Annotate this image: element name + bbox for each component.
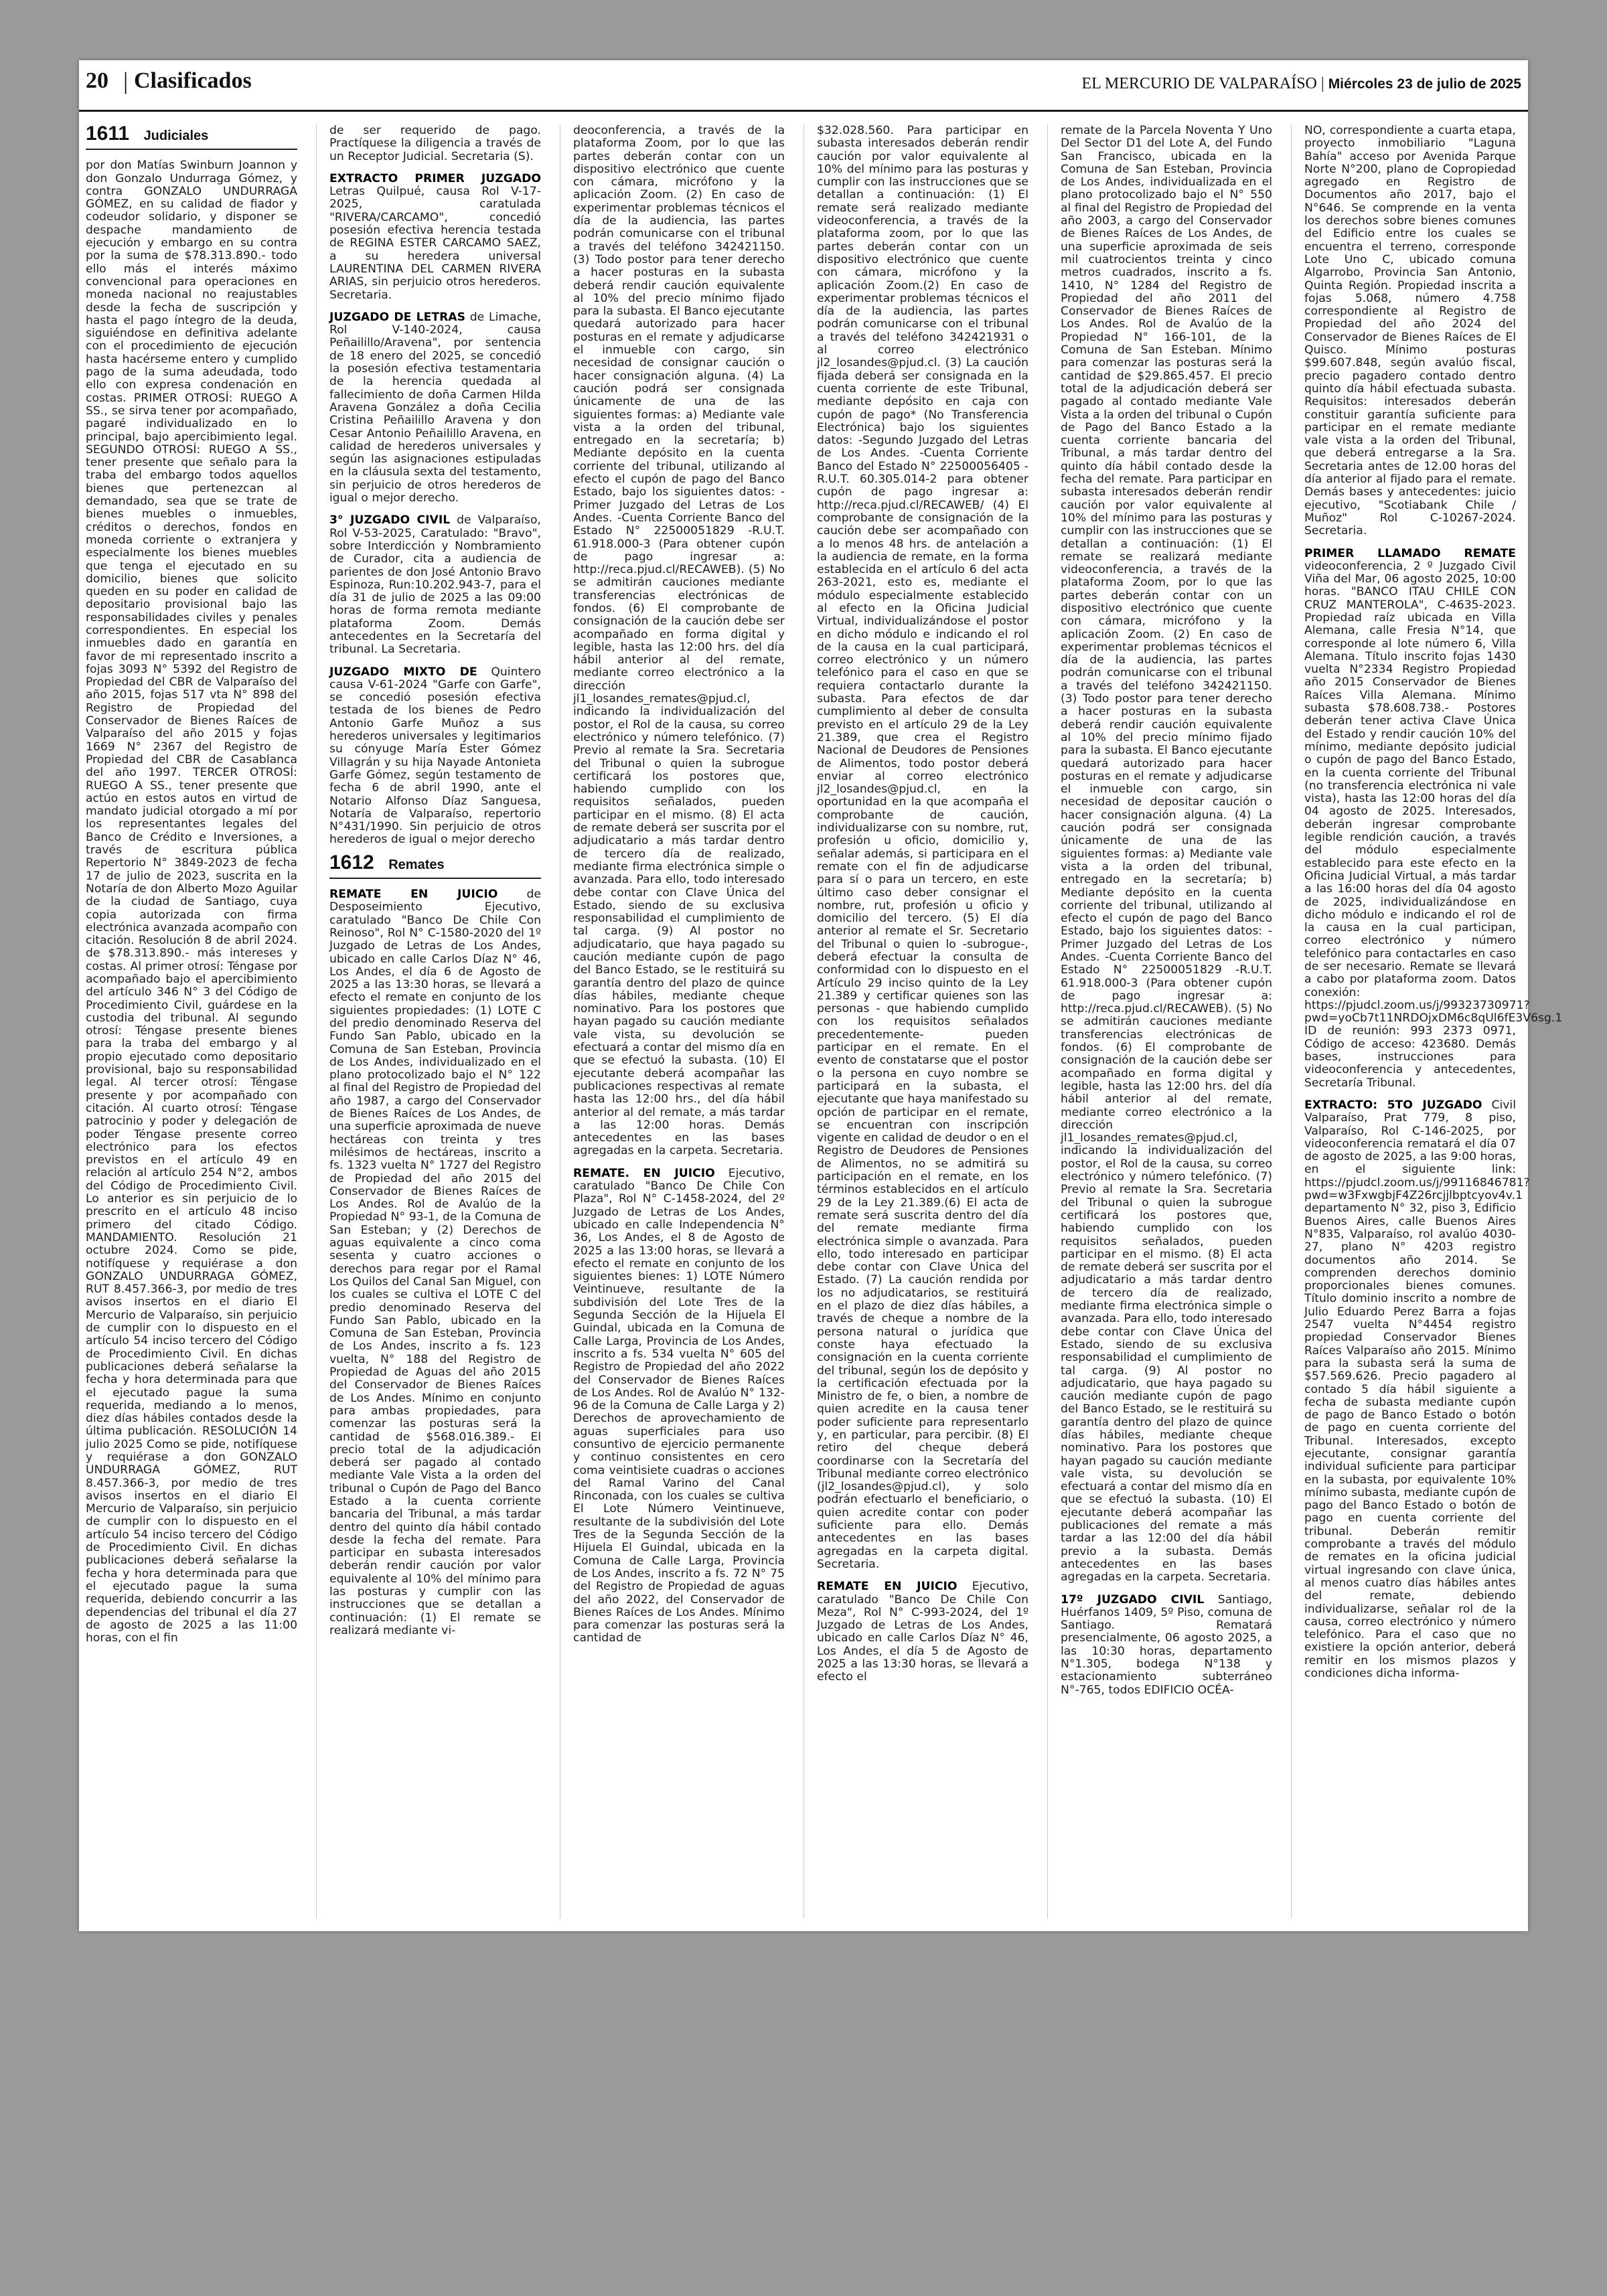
- notice: [1061, 1594, 1272, 1697]
- column-6: [1304, 124, 1563, 1918]
- notice-body: de Limache, Rol V-140-2024, causa Peñailillo/Aravena", por sentencia de 18 enero del 2025, se concedió la posesión efectiva testamentaria de la herencia quedada al fallecimiento de doña Carmen Hilda Aravena González a doña Cecilia Cristina Peñailillo Aravena y don Cesar Antonio Peñailillo Aravena, en calidad de herederos universales y según las asignaciones estipuladas en la cláusula sexta del testamento, sin perjuicio de otros herederos de igual o mejor derecho.: [329, 310, 541, 505]
- publication-date: Miércoles 23 de julio de 2025: [1328, 76, 1521, 92]
- notice-text: $32.028.560. Para participar en subasta interesados deberán rendir caución por valor equivalente al 10% del mínimo para las posturas y cumplir con las instrucciones que se detallan a continuación: (1) El remate será realizado mediante videoconferencia, a través de la plataforma zoom, por lo que las partes deberán contar con un dispositivo electrónico que cuente con cámara, micrófono y la aplicación Zoom.(2) En caso de experimentar problemas técnicos el día de la audiencia, las partes podrán comunicarse con el tribunal a través del teléfono 342421931 o al correo electrónico jl2_losandes@pjud.cl. (3) La caución fijada deberá ser consignada en la cuenta corriente de este Tribunal, mediante depósito en caja con cupón de pago* (No Transferencia Electrónica) bajo los siguientes datos: -Segundo Juzgado del Letras de Los Andes. -Cuenta Corriente Banco del Estado N° 22500056405 -R.U.T. 60.305.014-2 para obtener cupón de pago ingresar a: http://reca.pjud.cl/RECAWEB/ (4) El comprobante de consignación de la caución debe ser acompañado con a lo menos 48 hrs. de antelación a la audiencia de remate, en la forma establecida en el artículo 6 del acta 263-2021, esto es, mediante el módulo especialmente establecido al efecto en la Oficina Judicial Virtual, individualizándose el postor en dicho módulo e indicando el rol de la causa en la cual participará, correo electrónico y un número telefónico para el caso en que se requiera contactarlo durante la subasta. Para efectos de dar cumplimiento al deber de consulta previsto en el artículo 29 de la Ley 21.389, que crea el Registro Nacional de Deudores de Pensiones de Alimentos, todo postor deberá enviar al correo electrónico jl2_losandes@pjud.cl, en la oportunidad en la que acompaña el comprobante de caución, individualizarse con su nombre, rut, profesión u oficio, domicilio y, señalar además, si participara en el remate con el fin de adjudicarse para sí o para un tercero, en este último caso deber consignar el nombre, rut, profesión u oficio y domicilio del tercero. (5) El día anterior al remate el Sr. Secretario del Tribunal o quien lo -subrogue-, deberá efectuar la consulta de conformidad con lo dispuesto en el Artículo 29 inciso quinto de la Ley 21.389 y certificar quienes son las personas - que habiendo cumplido con los requisitos señalados precedentemente- pueden participar en el remate. En el evento de constatarse que el postor o la persona en cuyo nombre se participará en la subasta, el ejecutante que haya manifestado su opción de participar en el remate, se encuentran con inscripción vigente en calidad de deudor o en el Registro de Deudores de Pensiones de Alimentos, no se admitirá su participación en el remate, en los términos establecidos en el artículo 29 de la Ley 21.389.(6) El acta de remate será suscrita dentro del día del remate mediante firma electrónica simple o avanzada. Para ello, todo interesado en participar debe contar con Clave Única del Estado. (7) La caución rendida por los no adjudicatarios, se restituirá en el plazo de diez días hábiles, a través de cheque a nombre de la persona natural o jurídica que conste haya efectuado la consignación en la cuenta corriente del tribunal, según los de depósito y la certificación efectuada por la Ministro de fe, o bien, a nombre de quien acredite en la causa tener poder suficiente para representarlo y, en particular, para percibir. (8) El retiro del cheque deberá coordinarse con la Secretaría del Tribunal mediante correo electrónico (jl2_losandes@pjud.cl), y solo podrán efectuarlo el beneficiario, o quien acredite contar con poder suficiente para ello. Demás antecedentes en las bases agregadas en la carpeta digital. Secretaria.: [817, 124, 1028, 1571]
- notice: [1304, 1098, 1530, 1681]
- notice-lead: REMATE. EN JUICIO: [573, 1166, 715, 1180]
- notice-lead: REMATE EN JUICIO: [329, 888, 498, 902]
- notice-body: Ejecutivo, caratulado "Banco De Chile Con Meza", Rol N° C-993-2024, del 1º Juzgado de Letras de Los Andes, ubicado en calle Carlos Díaz N° 46, Los Andes, el día 5 de Agosto de 2025 a las 13:30 horas, se llevará a efecto el: [817, 1580, 1028, 1684]
- column-2: [329, 125, 541, 1918]
- notice-lead: 17º JUZGADO CIVIL: [1061, 1592, 1205, 1607]
- column-1: [86, 122, 297, 1918]
- notice: [1304, 546, 1563, 1090]
- notice-text: deoconferencia, a través de la plataforma Zoom, por lo que las partes deberán contar con un dispositivo electrónico que cuente con cámara, micrófono y la aplicación Zoom. (2) En caso de experimentar problemas técnicos el día de la audiencia, las partes podrán comunicarse con el tribunal a través del teléfono 342421150. (3) Todo postor para tener derecho a hacer posturas en la subasta deberá rendir caución equivalente al 10% del precio mínimo fijado para la subasta. El Banco ejecutante quedará autorizado para hacer posturas en el remate y adjudicarse el inmueble con cargo, sin necesidad de consignar caución o hacer consignación alguna. (4) La caución podrá ser consignada únicamente de una de las siguientes formas: a) Mediante vale vista a la orden del tribunal, entregado en la secretaría; b) Mediante depósito en la cuenta corriente del tribunal, utilizando al efecto el cupón de pago del Banco Estado, bajo los siguientes datos: -Primer Juzgado del Letras de Los Andes. -Cuenta Corriente Banco del Estado N° 22500051829 -R.U.T. 61.918.000-3 (Para obtener cupón de pago ingresar a: http://reca.pjud.cl/RECAWEB). (5) No se admitirán cauciones mediante transferencias electrónicas de fondos. (6) El comprobante de consignación de la caución debe ser acompañado en forma digital y legible, hasta las 12:00 hrs. del día hábil anterior al del remate, mediante correo electrónico a la dirección jl1_losandes_remates@pjud.cl, indicando la individualización del postor, el Rol de la causa, su correo electrónico y número telefónico. (7) Previo al remate la Sra. Secretaria del Tribunal o quien la subrogue certificará los postores que, habiendo cumplido con los requisitos señalados, pueden participar en el mismo. (8) El acta de remate deberá ser suscrita por el adjudicatario a más tardar dentro de tercero día de realizado, mediante firma electrónica simple o avanzada. Para ello, todo interesado debe contar con Clave Única del Estado, siendo de su exclusiva responsabilidad el cumplimiento de tal carga. (9) Al postor no adjudicatario, que haya pagado su caución mediante cupón de pago del Banco Estado, se le restituirá su garantía dentro del plazo de quince días hábiles, mediante cheque nominativo. Para los postores que hayan pagado su caución mediante vale vista, su devolución se efectuará a contar del mismo día en que se efectuó la subasta. (10) El ejecutante deberá acompañar las publicaciones respectivas al remate hasta las 12:00 hrs., del día hábil anterior al del remate, a más tardar a las 12:00 horas. Demás antecedentes en las bases agregadas en la carpeta. Secretaria.: [573, 124, 785, 1158]
- notice-lead: PRIMER LLAMADO REMATE: [1304, 546, 1516, 560]
- notice-body: de Desposeimiento Ejecutivo, caratulado "Banco De Chile Con Reinoso", Rol N° C-1580-2020 del 1º Juzgado de Letras de Los Andes, ubicado en calle Carlos Díaz N° 46, Los Andes, el día 6 de Agosto de 2025 a las 13:30 horas, se llevará a efecto el remate en conjunto de los siguientes propiedades: (1) LOTE C del predio denominado Reserva del Fundo San Pablo, ubicado en la Comuna de San Esteban, Provincia de Los Andes, individualizado en el plano protocolizado bajo el N° 122 al final del Registro de Propiedad del año 1987, a cargo del Conservador de Bienes Raíces de Los Andes, de una superficie aproximada de nueve hectáreas con treinta y tres milésimos de hectáreas, inscrito a fs. 1323 vuelta N° 1727 del Registro de Propiedad del año 2015 del Conservador de Bienes Raíces de Los Andes. Rol de Avalúo de la Propiedad N° 93-1, de la Comuna de San Esteban; y (2) Derechos de aguas equivalente a cinco coma sesenta y cuatro acciones o derechos para regar por el Ramal Los Quilos del Canal San Miguel, con los cuales se cultiva el LOTE C del predio denominado Reserva del Fundo San Pablo, ubicado en la Comuna de San Esteban, Provincia de Los Andes, inscrito a fs. 123 vuelta, N° 188 del Registro de Propiedad de Aguas del año 2015 del Conservador de Bienes Raíces de Los Andes. Mínimo en conjunto para ambas propiedades, para comenzar las posturas será la cantidad de $568.016.389.- El precio total de la adjudicación deberá ser pagado al contado mediante Vale Vista a la orden del tribunal o Cupón de Pago del Banco Estado a la cuenta corriente bancaria del Tribunal, a más tardar dentro del quinto día hábil contado desde la fecha del remate. Para participar en subasta interesados deberán rendir caución por valor equivalente al 10% del mínimo para las posturas y cumplir con las instrucciones que se detallan a continuación: (1) El remate se realizará mediante vi-: [329, 888, 541, 1637]
- notice-body: videoconferencia, 2 º Juzgado Civil Viña del Mar, 06 agosto 2025, 10:00 horas. "BANCO ITAU CHILE CON CRUZ MANTEROLA", C-4635-2023. Propiedad raíz ubicada en Villa Alemana, calle Fresia N°14, que corresponde al lote número 6, Villa Alemana. Título inscrito fojas 1430 vuelta N°2334 Registro Propiedad año 2015 Conservador de Bienes Raíces Villa Alemana. Mínimo subasta $78.608.738.- Postores deberán tener activa Clave Única del Estado y rendir caución 10% del mínimo, mediante depósito judicial o cupón de pago del Banco Estado, en la cuenta corriente del Tribunal (no transferencia electrónica ni vale vista), hasta las 12:00 horas del día 04 agosto de 2025. Interesados, deberán ingresar comprobante legible rendición caución, a través del módulo especialmente establecido para este efecto en la Oficina Judicial Virtual, a más tardar a las 16:00 horas del día 04 agosto de 2025, individualizándose en dicho módulo e indicando el rol de la causa en la cual participan, correo electrónico y número telefónico para contactarles en caso de ser necesario. Remate se llevará a cabo por plataforma zoom. Datos conexión: https://pjudcl.zoom.us/j/99323730971?pwd=yoCb7t11NRDOjxDM6c8qUl6fE3V6sg.1 ID de reunión: 993 2373 0971, Código de acceso: 423680. Demás bases, instrucciones para videoconferencia y antecedentes, Secretaría Tribunal.: [1304, 559, 1563, 1090]
- notice-text: remate de la Parcela Noventa Y Uno Del Sector D1 del Lote A, del Fundo San Francisco, ubicada en la Comuna de San Esteban, Provincia de Los Andes, individualizada en el plano protocolizado bajo el N° 550 al final del Registro de Propiedad del año 2003, a cargo del Conservador de Bienes Raíces de Los Andes, de una superficie aproximada de seis mil cuatrocientos treinta y cinco metros cuadrados, inscrito a fs. 1410, N° 1284 del Registro de Propiedad del año 2011 del Conservador de Bienes Raíces de Los Andes. Rol de Avalúo de la Propiedad N° 166-101, de la Comuna de San Esteban. Mínimo para comenzar las posturas será la cantidad de $29.865.457. El precio total de la adjudicación deberá ser pagado al contado mediante Vale Vista a la orden del tribunal o Cupón de Pago del Banco Estado a la cuenta corriente bancaria del Tribunal, a más tardar dentro del quinto día hábil contado desde la fecha del remate. Para participar en subasta interesados deberán rendir caución por valor equivalente al 10% del mínimo para las posturas y cumplir con las instrucciones que se detallan a continuación: (1) El remate se realizará mediante videoconferencia, a través de la plataforma Zoom, por lo que las partes deberán contar con un dispositivo electrónico que cuente con cámara, micrófono y la aplicación Zoom. (2) En caso de experimentar problemas técnicos el día de la audiencia, las partes podrán comunicarse con el tribunal a través del teléfono 342421150. (3) Todo postor para tener derecho a hacer posturas en la subasta deberá rendir caución equivalente al 10% del precio mínimo fijado para la subasta. El Banco ejecutante quedará autorizado para hacer posturas en el remate y adjudicarse el inmueble con cargo, sin necesidad de depositar caución o hacer consignación alguna. (4) La caución podrá ser consignada únicamente de una de las siguientes formas: a) Mediante vale vista a la orden del tribunal, entregado en la secretaría; b) Mediante depósito en la cuenta corriente del tribunal, utilizando al efecto el cupón de pago del Banco Estado, bajo los siguientes datos: -Primer Juzgado del Letras de Los Andes. -Cuenta Corriente Banco del Estado N° 22500051829 -R.U.T. 61.918.000-3 (Para obtener cupón de pago ingresar a: http://reca.pjud.cl/RECAWEB). (5) No se admitirán cauciones mediante transferencias electrónicas de fondos. (6) El comprobante de consignación de la caución debe ser acompañado en forma digital y legible, hasta las 12:00 hrs. del día hábil anterior al del remate, mediante correo electrónico a la dirección jl1_losandes_remates@pjud.cl, indicando la individualización del postor, el Rol de la causa, su correo electrónico y número telefónico. (7) Previo al remate la Sra. Secretaria del Tribunal o quien la subrogue certificará los postores que, habiendo cumplido con los requisitos señalados, pueden participar en el mismo. (8) El acta de remate deberá ser suscrita por el adjudicatario a más tardar dentro de tercero día de realizado, mediante firma electrónica simple o avanzada. Para ello, todo interesado debe contar con Clave Única del Estado, siendo de su exclusiva responsabilidad el cumplimiento de tal carga. (9) Al postor no adjudicatario, que haya pagado su caución mediante cupón de pago del Banco Estado, se le restituirá su garantía dentro del plazo de quince días hábiles, mediante cheque nominativo. Para los postores que hayan pagado su caución mediante vale vista, su devolución se efectuará a contar del mismo día en que se efectuó la subasta. (10) El ejecutante deberá acompañar las publicaciones del remate a más tardar a las 12:00 del día hábil previo a la subasta. Demás antecedentes en las bases agregadas en la carpeta. Secretaria.: [1061, 124, 1272, 1584]
- section-number: 1611: [86, 122, 130, 145]
- notice: [817, 1580, 1028, 1684]
- notice: [329, 173, 541, 302]
- notice-body: Letras Quilpué, causa Rol V-17-2025, caratulada "RIVERA/CARCAMO", concedió posesión efectiva herencia testada de REGINA ESTER CARCAMO SAEZ, a su heredera universal LAURENTINA DEL CARMEN RIVERA ARIAS, sin perjuicio otros herederos. Secretaria.: [329, 185, 541, 302]
- column-rule: [1291, 125, 1292, 1918]
- notice-body: Ejecutivo, caratulado "Banco De Chile Con Plaza", Rol N° C-1458-2024, del 2º Juzgado de Letras de Los Andes, ubicado en calle Independencia N° 36, Los Andes, el 8 de Agosto de 2025 a las 13:00 horas, se llevará a efecto el remate en conjunto de los siguientes bienes: 1) LOTE Número Veintinueve, resultante de la subdivisión del Lote Tres de la Segunda Sección de la Hijuela El Guindal, ubicada en la Comuna de Calle Larga, Provincia de Los Andes, inscrito a fs. 534 vuelta N° 605 del Registro de Propiedad del año 2022 del Conservador de Bienes Raíces de Los Andes. Rol de Avalúo N° 132-96 de la Comuna de Calle Larga y 2) Derechos de aprovechamiento de aguas superficiales para uso consuntivo de ejercicio permanente y continuo consistentes en cero coma veintisiete cuadras o acciones del Ramal Varino del Canal Rinconada, con los cuales se cultiva El Lote Número Veintinueve, resultante de la subdivisión del Lote Tres de la Segunda Sección de la Hijuela El Guindal, ubicada en la Comuna de Calle Larga, Provincia de Los Andes, inscrito a fs. 72 N° 75 del Registro de Propiedad de aguas del año 2022, del Conservador de Bienes Raíces de Los Andes. Mínimo para comenzar las posturas será la cantidad de: [573, 1166, 785, 1645]
- notice-body: Civil Valparaíso, Prat 779, 8 piso, Valparaíso, Rol C-146-2025, por videoconferencia rematará el día 07 de agosto de 2025, a las 9:00 horas, en el siguiente link: https://pjudcl.zoom.us/j/99116846781?pwd=w3FxwgbjF4Z26rcjjlbptcyov4v.1 departamento N° 32, piso 3, Edificio Buenos Aires, calle Buenos Aires N°835, Valparaíso, rol avalúo 4030-27, plano N° 4203 registro documentos año 2014. Se comprenden derechos dominio proporcionales bienes comunes. Título dominio inscrito a nombre de Julio Eduardo Perez Barra a fojas 2547 vuelta N°4454 registro propiedad Conservador Bienes Raíces Valparaíso año 2015. Mínimo para la subasta será la suma de $57.569.626. Precio pagadero al contado 5 día hábil siguiente a fecha de subasta mediante cupón de pago de Banco Estado o botón de pago en cuenta corriente del Tribunal. Interesados, excepto ejecutante, consignar garantía individual suficiente para participar en la subasta, por equivalente 10% mínimo subasta, mediante cupón de pago del Banco Estado o botón de pago en cuenta corriente del tribunal. Deberán remitir comprobante a través del módulo de remates en la oficina judicial virtual ingresando con clave única, al menos cuatro días hábiles antes del remate, debiendo individualizarse, señalar rol de la causa, correo electrónico y número telefónico. Para el caso que no existiere la opción anterior, deberá remitir en los mismos plazos y condiciones dicha informa-: [1304, 1098, 1530, 1681]
- page-header: [79, 60, 1528, 112]
- notice: [329, 666, 541, 847]
- notice-body: de Valparaíso, Rol V-53-2025, Caratulado: "Bravo", sobre Interdicción y Nombramiento de Curador, cita a audiencia de parientes de don José Antonio Bravo Espinoza, Run:10.202.943-7, para el día 31 de julio de 2025 a las 09:00 horas de forma remota mediante plataforma Zoom. Demás antecedentes en la Secretaría del tribunal. La Secretaria.: [329, 513, 541, 657]
- notice-lead: JUZGADO MIXTO DE: [329, 665, 477, 679]
- notice-lead: JUZGADO DE LETRAS: [329, 310, 465, 324]
- notice-lead: EXTRACTO PRIMER JUZGADO: [329, 171, 541, 185]
- section-title: Remates: [388, 857, 445, 872]
- notice-lead: REMATE EN JUICIO: [817, 1580, 958, 1594]
- publication-dateline: EL MERCURIO DE VALPARAÍSO | Miércoles 23 de julio de 2025: [1081, 75, 1521, 92]
- column-5: [1061, 125, 1272, 1918]
- notice-text: NO, correspondiente a cuarta etapa, proyecto inmobiliario "Laguna Bahía" acceso por Avenida Parque Norte N°200, plano de Copropiedad agregado en Registro de Documentos año 2017, bajo el N°646. Se comprende en la venta los derechos sobre bienes comunes del Edificio entre los cuales se encuentra el terreno, corresponde Lote Uno C, ubicado comuna Algarrobo, Provincia San Antonio, Quinta Región. Propiedad inscrita a fojas 5.068, número 4.758 correspondiente al Registro de Propiedad del año 2024 del Conservador de Bienes Raíces de El Quisco. Mínimo posturas $99.607.848, según avalúo fiscal, precio pagadero contado dentro quinto día hábil efectuada subasta. Requisitos: interesados deberán constituir garantía suficiente para participar en el remate mediante vale vista a la orden del Tribunal, que deberá entregarse a la Sra. Secretaria antes de 12.00 horas del día anterior al fijado para el remate. Demás bases y antecedentes: juicio ejecutivo, "Scotiabank Chile / Muñoz" Rol C-10267-2024. Secretaria.: [1304, 124, 1516, 538]
- column-rule: [1047, 125, 1048, 1918]
- newspaper-page: [79, 60, 1563, 1931]
- section-title: Judiciales: [143, 129, 209, 143]
- column-rule: [316, 125, 317, 1918]
- publication-name: EL MERCURIO DE VALPARAÍSO: [1081, 75, 1317, 92]
- page-number: 20: [86, 68, 108, 93]
- notice-lead: 3° JUZGADO CIVIL: [329, 513, 451, 527]
- section-heading-remates: [329, 851, 541, 879]
- notice-lead: EXTRACTO: 5TO JUZGADO: [1304, 1098, 1482, 1112]
- notice-text: de ser requerido de pago. Practíquese la diligencia a través de un Receptor Judicial. Secretaria (S).: [329, 124, 541, 163]
- section-heading-judiciales: [86, 122, 297, 150]
- notice-body: Quintero causa V-61-2024 "Garfe con Garfe", se concedió posesión efectiva testada de los bienes de Pedro Antonio Garfe Muñoz a sus herederos universales y legitimarios su cónyuge María Ester Gómez Villagrán y su hija Nayade Antonieta Garfe Gómez, según testamento de fecha 6 de abril 1990, ante el Notario Alfonso Díaz Sanguesa, Notaría de Valparaíso, repertorio N°431/1990. Sin perjuicio de otros herederos de igual o mejor derecho: [329, 665, 541, 847]
- section-name: Clasificados: [134, 68, 252, 93]
- notice-body: Santiago, Huérfanos 1409, 5º Piso, comuna de Santiago. Rematará presencialmente, 06 agosto 2025, a las 10:30 horas, departamento N°1.305, bodega N°138 y estacionamiento subterráneo N°-765, todos EDIFICIO OCÉA-: [1061, 1592, 1272, 1697]
- notice: [329, 888, 541, 1637]
- notice-text: por don Matías Swinburn Joannon y don Gonzalo Undurraga Gómez, y contra GONZALO UNDURRAGA GÓMEZ, en su calidad de fiador y codeudor solidario, y disponer se despache mandamiento de ejecución y embargo en su contra por la suma de $78.313.890.- todo ello más el interés máximo convencional para operaciones en moneda nacional no reajustables desde la fecha de suscripción y hasta el pago íntegro de la deuda, siguiéndose en definitiva adelante con el procedimiento de ejecución hasta hacérseme entero y cumplido pago de la suma adeudada, todo ello con expresa condenación en costas. PRIMER OTROSÍ: RUEGO A SS., se sirva tener por acompañado, pagaré individualizado en lo principal, bajo apercibimiento legal. SEGUNDO OTROSÍ: RUEGO A SS., tener presente que señalo para la traba del embargo todos aquellos bienes que pertenezcan al demandado, sea que se trate de bienes muebles o inmuebles, créditos o derechos, fondos en moneda corriente o extranjera y especialmente los bienes muebles que tenga el ejecutado en su domicilio, bienes que solicito queden en su poder en calidad de depositario provisional bajo las responsabilidades civiles y penales correspondientes. En especial los inmuebles dado en garantía en favor de mi representado inscrito a fojas 3093 N° 5392 del Registro de Propiedad del CBR de Valparaíso del año 2015, fojas 517 vta N° 898 del Registro de Propiedad del Conservador de Bienes Raíces de Valparaíso del año 2015 y fojas 1669 N° 2367 del Registro de Propiedad del CBR de Casablanca del año 1997. TERCER OTROSÍ: RUEGO A SS., tener presente que actúo en estos autos en virtud de mandato judicial otorgado a mí por los representantes legales del Banco de Crédito e Inversiones, a través de escritura pública Repertorio N° 3849-2023 de fecha 17 de julio de 2023, suscrita en la Notaría de don Alberto Mozo Aguilar de la ciudad de Santiago, cuya copia autorizada con firma electrónica avanzada acompaño con citación. Resolución 8 de abril 2024. de $78.313.890.- más intereses y costas. Al primer otrosí: Téngase por acompañado bajo el apercibimiento del artículo 346 N° 3 del Código de Procedimiento Civil, guárdese en la custodia del tribunal. Al segundo otrosí: Téngase presente bienes para la traba del embargo y al propio ejecutado como depositario provisional, bajo su responsabilidad legal. Al tercer otrosí: Téngase presente y por acompañado con citación. Al cuarto otrosí: Téngase patrocinio y poder y delegación de poder Téngase presente correo electrónico para los efectos previstos en el artículo 49 en relación al artículo 254 N°2, ambos del Código de Procedimiento Civil. Lo anterior es sin perjuicio de lo prescrito en el artículo 48 inciso primero del citado Código. MANDAMIENTO. Resolución 21 octubre 2024. Como se pide, notifíquese y requiérase a don GONZALO UNDURRAGA GÓMEZ, RUT 8.457.366-3, por medio de tres avisos insertos en el diario El Mercurio de Valparaíso, sin perjuicio de cumplir con lo dispuesto en el artículo 54 inciso tercero del Código de Procedimiento Civil. En dichas publicaciones deberá señalarse la fecha y hora determinada para que el ejecutado pague la suma requerida, mediando a lo menos, diez días hábiles contados desde la última publicación. RESOLUCIÓN 14 julio 2025 Como se pide, notifíquese y requiérase a don GONZALO UNDURRAGA GÓMEZ, RUT 8.457.366-3, por medio de tres avisos insertos en el diario El Mercurio de Valparaíso, sin perjuicio de cumplir con lo dispuesto en el artículo 54 inciso tercero del Código de Procedimiento Civil. En dichas publicaciones deberá señalarse la fecha y hora determinada para que el ejecutado pague la suma requerida, debiendo concurrir a las dependencias del tribunal el día 27 de agosto de 2025 a las 11:00 horas, con el fin: [86, 159, 297, 1645]
- column-4: [817, 125, 1028, 1918]
- notice: [329, 514, 541, 656]
- header-separator: |: [123, 68, 129, 94]
- notice: [329, 311, 541, 505]
- notice: [573, 1167, 785, 1645]
- column-3: [573, 125, 785, 1918]
- section-number: 1612: [329, 851, 374, 874]
